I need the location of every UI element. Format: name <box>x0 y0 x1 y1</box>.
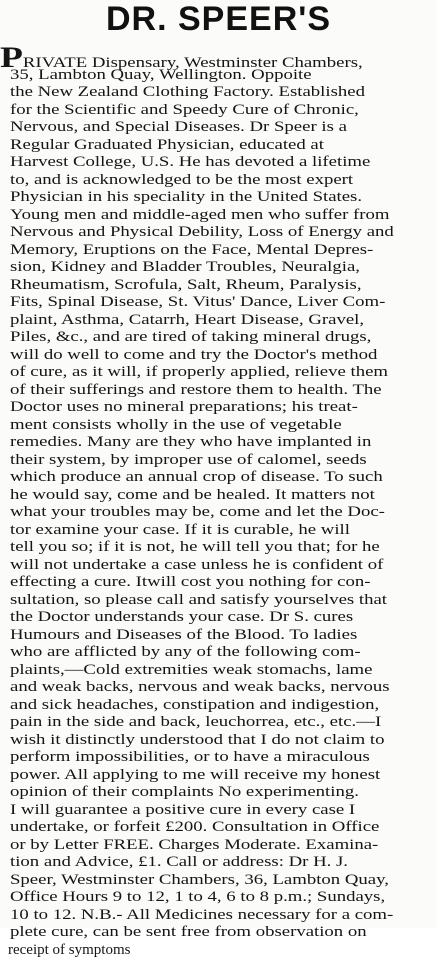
body-line: Humours and Diseases of the Blood. To ladies <box>0 627 357 645</box>
body-line: ment consists wholly in the use of vegetable <box>0 417 342 435</box>
body-line: I will guarantee a positive cure in every case I <box>0 802 355 820</box>
body-line: plaint, Asthma, Catarrh, Heart Disease, Gravel, <box>0 312 364 330</box>
body-line: wish it distinctly understood that I do not claim to <box>0 732 384 750</box>
body-line: plaints,—Cold extremities weak stomachs, lame <box>0 662 372 680</box>
body-line: pain in the side and back, leuchorrea, etc., etc.—I <box>0 714 381 732</box>
body-line: Young men and middle-aged men who suffer from <box>0 207 389 225</box>
body-line: Piles, &c., and are tired of taking mineral drugs, <box>0 329 371 347</box>
body-line: Nervous and Physical Debility, Loss of Energy and <box>0 224 394 242</box>
body-line: sultation, so please call and satisfy yourselves that <box>0 592 387 610</box>
body-line: Office Hours 9 to 12, 1 to 4, 6 to 8 p.m.; Sundays, <box>0 889 385 907</box>
body-line: Memory, Eruptions on the Face, Mental Depres- <box>0 242 373 260</box>
body-line: of their sufferings and restore them to health. The <box>0 382 382 400</box>
body-line: Doctor uses no mineral preparations; his treat- <box>0 399 358 417</box>
body-line: tor examine your case. If it is curable, he will <box>0 522 350 540</box>
body-line: undertake, or forfeit £200. Consultation in Office <box>0 819 379 837</box>
body-line: effecting a cure. Itwill cost you nothing for con- <box>0 574 370 592</box>
body-line: will not undertake a case unless he is confident of <box>0 557 383 575</box>
body-line: tion and Advice, £1. Call or address: Dr H. J. <box>0 854 348 872</box>
body-line: their system, by improper use of calomel, seeds <box>0 452 367 470</box>
body-line: of cure, as it will, if properly applied, relieve them <box>0 364 388 382</box>
body-line <box>0 49 363 67</box>
advert-body <box>0 49 437 959</box>
body-line: opinion of their complaints No experimenting. <box>0 784 359 802</box>
body-line: to, and is acknowledged to be the most expert <box>0 172 353 190</box>
body-line: he would say, come and be healed. It matters not <box>0 487 375 505</box>
body-line: Speer, Westminster Chambers, 36, Lambton Quay, <box>0 872 389 890</box>
body-line: and weak backs, nervous and weak backs, nervous <box>0 679 390 697</box>
body-line: which produce an annual crop of disease. To such <box>0 469 383 487</box>
body-line: Fits, Spinal Disease, St. Vitus' Dance, Liver Com- <box>0 294 385 312</box>
advert-heading: DR. SPEER'S <box>0 0 437 38</box>
body-line: Regular Graduated Physician, educated at <box>0 137 324 155</box>
body-line: tell you so; if it is not, he will tell you that; for he <box>0 539 380 557</box>
body-line: Rheumatism, Scrofula, Salt, Rheum, Paralysis, <box>0 277 362 295</box>
body-line: remedies. Many are they who have implanted in <box>0 434 371 452</box>
body-line: 35, Lambton Quay, Wellington. Oppoite <box>0 67 312 85</box>
body-line-text: RIVATE Dispensary, Westminster Chambers, <box>23 55 363 71</box>
body-line: the New Zealand Clothing Factory. Established <box>0 84 365 102</box>
body-line: what your troubles may be, come and let the Doc- <box>0 504 385 522</box>
body-line: or by Letter FREE. Charges Moderate. Examina- <box>0 837 378 855</box>
body-line: sion, Kidney and Bladder Troubles, Neuralgia, <box>0 259 360 277</box>
body-line: power. All applying to me will receive my honest <box>0 767 380 785</box>
body-line: and sick headaches, constipation and indigestion, <box>0 697 379 715</box>
body-line: Physician in his speciality in the United States. <box>0 189 362 207</box>
body-line: who are afflicted by any of the following com- <box>0 644 361 662</box>
body-line: Harvest College, U.S. He has devoted a lifetime <box>0 154 370 172</box>
body-line: receipt of symptoms <box>0 942 130 959</box>
body-line: plete cure, can be sent free from observation on <box>0 924 367 942</box>
body-line: the Doctor understands your case. Dr S. cures <box>0 609 353 627</box>
body-line: will do well to come and try the Doctor's method <box>0 347 377 365</box>
body-line: Nervous, and Special Diseases. Dr Speer is a <box>0 119 347 137</box>
drop-cap: P <box>0 41 23 74</box>
body-line: perform impossibilities, or to have a miraculous <box>0 749 370 767</box>
body-line: 10 to 12. N.B.- All Medicines necessary for a com- <box>0 907 393 925</box>
body-line: for the Scientific and Speedy Cure of Chronic, <box>0 102 359 120</box>
